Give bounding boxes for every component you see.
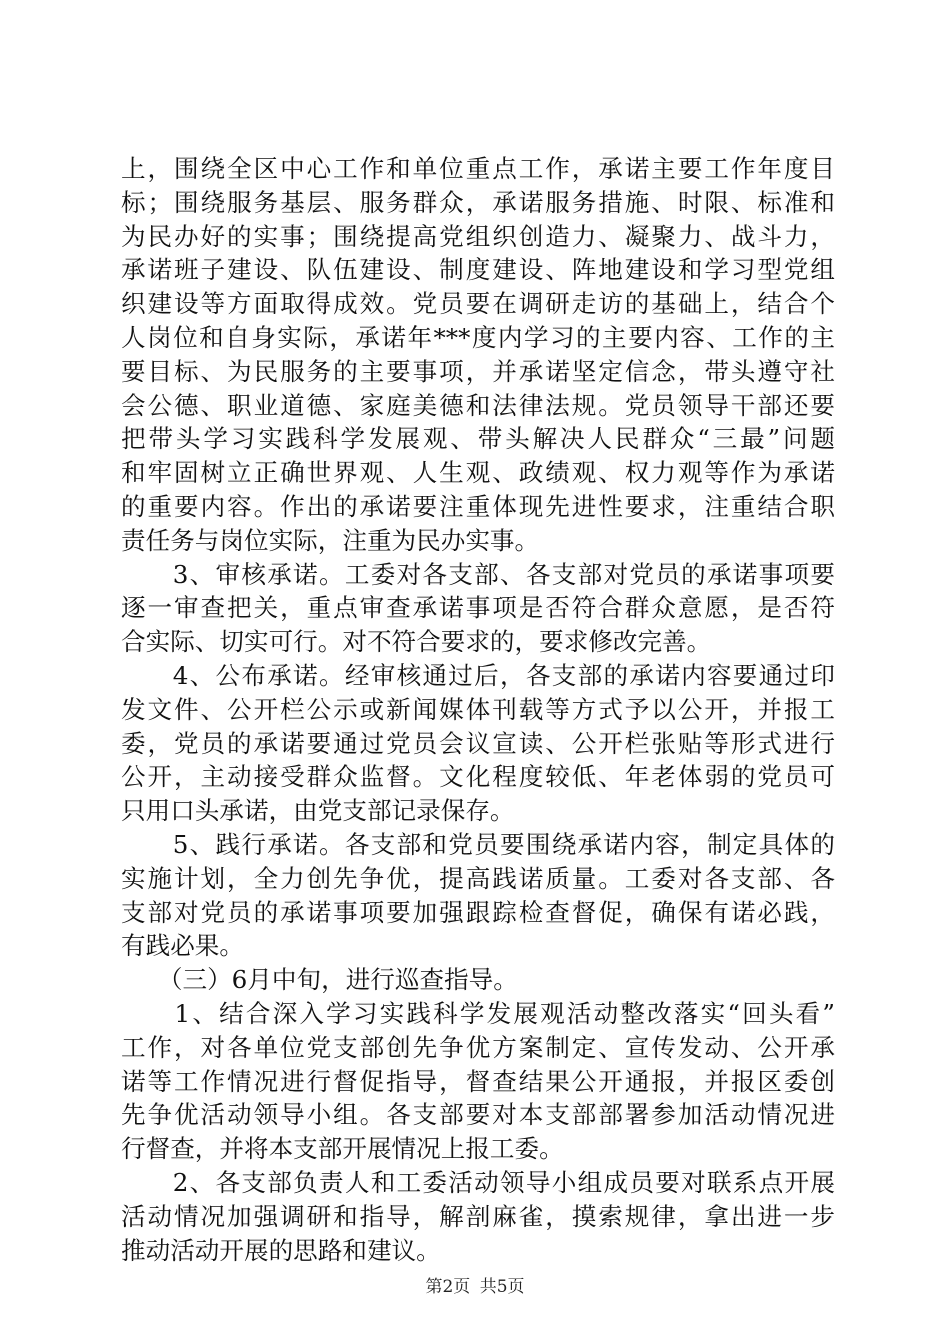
text-line: 合实际、切实可行。对不符合要求的，要求修改完善。 [121,627,712,657]
text-line: 先争优活动领导小组。各支部要对本支部部署参加活动情况进 [121,1100,835,1130]
text-line: 实施计划，全力创先争优，提高践诺质量。工委对各支部、各 [121,863,835,893]
text-line: 责任务与岗位实际，注重为民办实事。 [121,525,540,555]
text-line: 委，党员的承诺要通过党员会议宣读、公开栏张贴等形式进行 [121,728,835,758]
text-line: 工作，对各单位党支部创先争优方案制定、宣传发动、公开承 [121,1032,835,1062]
text-line: 和牢固树立正确世界观、人生观、政绩观、权力观等作为承诺 [121,458,835,488]
section-heading: （三）6月中旬，进行巡查指导。 [121,965,518,995]
text-line: 5、践行承诺。各支部和党员要围绕承诺内容，制定具体的 [121,829,835,859]
text-line: 行督查，并将本支部开展情况上报工委。 [121,1134,564,1164]
text-line: 上，围绕全区中心工作和单位重点工作，承诺主要工作年度目 [121,154,835,183]
text-line: 支部对党员的承诺事项要加强跟踪检查督促，确保有诺必践， [121,897,835,927]
text-line: 只用口头承诺，由党支部记录保存。 [121,796,515,826]
text-line: 发文件、公开栏公示或新闻媒体刊载等方式予以公开，并报工 [121,694,835,724]
text-line: 标；围绕服务基层、服务群众，承诺服务措施、时限、标准和 [121,187,835,217]
text-line: 3、审核承诺。工委对各支部、各支部对党员的承诺事项要 [121,559,835,589]
page-total: 共5页 [479,1277,525,1297]
text-line: 4、公布承诺。经审核通过后，各支部的承诺内容要通过印 [121,660,835,690]
text-line: 公开，主动接受群众监督。文化程度较低、年老体弱的党员可 [121,762,835,792]
text-line: 人岗位和自身实际，承诺年***度内学习的主要内容、工作的主 [121,322,835,352]
text-line: 诺等工作情况进行督促指导，督查结果公开通报，并报区委创 [121,1066,835,1096]
text-line: 为民办好的实事；围绕提高党组织创造力、凝聚力、战斗力， [121,221,835,251]
text-line: 把带头学习实践科学发展观、带头解决人民群众“三最”问题 [121,424,835,454]
text-line: 的重要内容。作出的承诺要注重体现先进性要求，注重结合职 [121,491,835,521]
text-line: 逐一审查把关，重点审查承诺事项是否符合群众意愿，是否符 [121,593,835,623]
text-line: 推动活动开展的思路和建议。 [121,1235,441,1265]
page-number: 第2页 [425,1277,471,1297]
page-footer [0,1276,950,1298]
text-line: 1、结合深入学习实践科学发展观活动整改落实“回头看” [121,998,835,1028]
text-line: 2、各支部负责人和工委活动领导小组成员要对联系点开展 [121,1167,835,1197]
text-line: 会公德、职业道德、家庭美德和法律法规。党员领导干部还要 [121,390,835,420]
text-line: 承诺班子建设、队伍建设、制度建设、阵地建设和学习型党组 [121,255,835,285]
text-line: 要目标、为民服务的主要事项，并承诺坚定信念，带头遵守社 [121,356,835,386]
text-line: 织建设等方面取得成效。党员要在调研走访的基础上，结合个 [121,289,835,319]
text-line: 有践必果。 [121,931,244,961]
text-line: 活动情况加强调研和指导，解剖麻雀，摸索规律，拿出进一步 [121,1201,835,1231]
document-body [121,152,835,1267]
